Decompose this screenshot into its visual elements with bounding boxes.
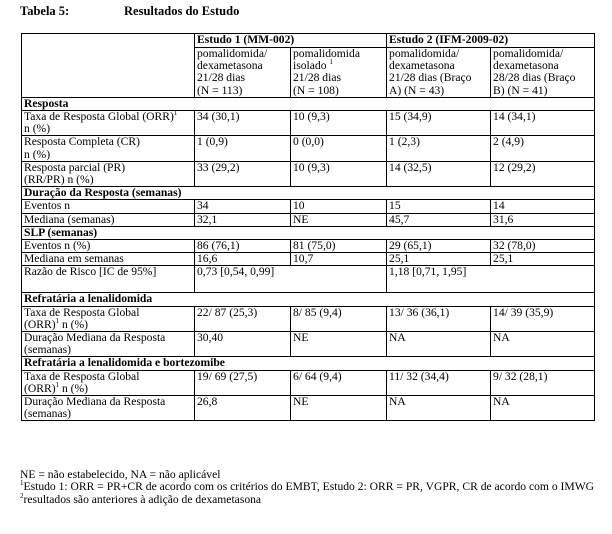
arm-1 xyxy=(195,48,291,98)
results-table xyxy=(21,33,595,421)
table-cell: NA xyxy=(491,396,595,421)
table-cell: 16,6 xyxy=(195,253,291,266)
table-cell: NE xyxy=(291,396,387,421)
table-cell: 1 (0,9) xyxy=(195,136,291,161)
table-cell: 86 (76,1) xyxy=(195,240,291,253)
arm-2-line: isolado $^1$ xyxy=(293,58,333,73)
row-label: Eventos n xyxy=(22,200,195,213)
arm-3-line: pomalidomida/ xyxy=(389,47,460,60)
table-cell: NE xyxy=(291,332,387,357)
arm-3-line: 21/28 dias (Braço xyxy=(389,71,472,85)
table-cell: 1,18 [0,71, 1,95] xyxy=(387,266,595,293)
table-cell: 6/ 64 (9,4) xyxy=(291,370,387,395)
table-cell: NA xyxy=(387,396,491,421)
section-row xyxy=(22,187,595,200)
table-cell: 15 xyxy=(387,200,491,213)
table-row xyxy=(22,200,595,213)
table-cell: 30,40 xyxy=(195,332,291,357)
footnote-2: $^2$resultados são anteriores à adição de dexametasona xyxy=(20,491,262,506)
table-row xyxy=(22,161,595,186)
arm-1-line: 21/28 dias xyxy=(197,71,245,85)
header-study-1: Estudo 1 (MM-002) xyxy=(195,34,387,48)
table-cell: 14/ 39 (35,9) xyxy=(491,306,595,331)
arm-4-line: 28/28 dias (Braço xyxy=(493,71,576,85)
footnote-1: $^1$Estudo 1: ORR = PR+CR de acordo com os critérios do EMBT, Estudo 2: ORR = PR, VGPR, CR de acordo com o IMWG xyxy=(20,479,595,494)
table-cell: 32 (78,0) xyxy=(491,240,595,253)
section-duracao: Duração da Resposta (semanas) xyxy=(22,187,595,200)
table-row xyxy=(22,266,595,293)
table-row xyxy=(22,111,595,136)
header-study-2: Estudo 2 (IFM-2009-02) xyxy=(387,34,595,48)
arm-4-line: B) (N = 41) xyxy=(493,83,548,97)
row-label: Duração Mediana da Resposta (semanas) xyxy=(22,396,195,421)
section-row xyxy=(22,357,595,370)
table-cell: 45,7 xyxy=(387,213,491,226)
arm-1-line: pomalidomida/ xyxy=(197,47,268,60)
table-cell: 34 xyxy=(195,200,291,213)
footnotes xyxy=(20,469,600,506)
row-label: Taxa de Resposta Global (ORR)$^1$ n (%) xyxy=(22,111,195,136)
table-row xyxy=(22,253,595,266)
table-cell: 22/ 87 (25,3) xyxy=(195,306,291,331)
section-row xyxy=(22,97,595,110)
table-cell: 33 (29,2) xyxy=(195,161,291,186)
table-cell: 11/ 32 (34,4) xyxy=(387,370,491,395)
table-cell: 14 xyxy=(491,200,595,213)
arm-3-line: dexametasona xyxy=(389,59,455,73)
arm-3 xyxy=(387,48,491,98)
table-cell: 0 (0,0) xyxy=(291,136,387,161)
table-cell: 10 xyxy=(291,200,387,213)
table-cell: 10,7 xyxy=(291,253,387,266)
arm-2 xyxy=(291,48,387,98)
table-cell: 32,1 xyxy=(195,213,291,226)
table-row xyxy=(22,213,595,226)
row-label: Taxa de Resposta Global (ORR)$^1$ n (%) xyxy=(22,370,195,395)
table-cell: 0,73 [0,54, 0,99] xyxy=(195,266,387,293)
table-cell: 10 (9,3) xyxy=(291,111,387,136)
header-blank xyxy=(22,34,195,98)
section-row xyxy=(22,226,595,239)
table-cell: 2 (4,9) xyxy=(491,136,595,161)
table-cell: 14 (32,5) xyxy=(387,161,491,186)
table-row xyxy=(22,370,595,395)
arm-4-line: pomalidomida/ xyxy=(493,47,564,60)
table-number: Tabela 5: xyxy=(20,4,70,18)
arm-4 xyxy=(491,48,595,98)
table-title: Resultados do Estudo xyxy=(124,4,240,18)
table-cell: NA xyxy=(491,332,595,357)
row-label: Taxa de Resposta Global (ORR)$^1$ n (%) xyxy=(22,306,195,331)
table-cell: 31,6 xyxy=(491,213,595,226)
table-cell: 26,8 xyxy=(195,396,291,421)
table-cell: 13/ 36 (36,1) xyxy=(387,306,491,331)
table-cell: 14 (34,1) xyxy=(491,111,595,136)
table-cell: 10 (9,3) xyxy=(291,161,387,186)
row-label: Razão de Risco [IC de 95%] xyxy=(22,266,195,293)
arm-2-line: (N = 108) xyxy=(293,83,339,97)
arm-1-line: dexametasona xyxy=(197,59,263,73)
arm-4-line: dexametasona xyxy=(493,59,559,73)
table-cell: 15 (34,9) xyxy=(387,111,491,136)
table-cell: 29 (65,1) xyxy=(387,240,491,253)
table-cell: 19/ 69 (27,5) xyxy=(195,370,291,395)
table-row xyxy=(22,396,595,421)
row-label: Mediana (semanas) xyxy=(22,213,195,226)
table-row xyxy=(22,306,595,331)
header-row-studies xyxy=(22,34,595,48)
table-cell: 8/ 85 (9,4) xyxy=(291,306,387,331)
section-slp: SLP (semanas) xyxy=(22,226,595,239)
footnote-ref: 1 xyxy=(329,58,333,67)
table-row xyxy=(22,332,595,357)
section-row xyxy=(22,293,595,306)
footnote-abbrev: NE = não estabelecido, NA = não aplicável xyxy=(20,468,221,481)
row-label: Resposta Completa (CR) n (%) xyxy=(22,136,195,161)
table-cell: 34 (30,1) xyxy=(195,111,291,136)
row-label: Mediana em semanas xyxy=(22,253,195,266)
table-cell: 9/ 32 (28,1) xyxy=(491,370,595,395)
section-refr-len-bort: Refratária a lenalidomida e bortezomibe xyxy=(22,357,595,370)
arm-2-line: pomalidomida xyxy=(293,47,360,60)
section-refr-len: Refratária a lenalidomida xyxy=(22,293,595,306)
table-cell: NE xyxy=(291,213,387,226)
table-row xyxy=(22,136,595,161)
table-cell: 25,1 xyxy=(491,253,595,266)
section-resposta: Resposta xyxy=(22,97,595,110)
table-cell: 81 (75,0) xyxy=(291,240,387,253)
row-label: Resposta parcial (PR) (RR/PR) n (%) xyxy=(22,161,195,186)
row-label: Eventos n (%) xyxy=(22,240,195,253)
table-cell: 1 (2,3) xyxy=(387,136,491,161)
table-caption xyxy=(20,4,239,19)
table-cell: 12 (29,2) xyxy=(491,161,595,186)
arm-3-line: A) (N = 43) xyxy=(389,83,445,97)
arm-2-line: 21/28 dias xyxy=(293,71,341,85)
table-row xyxy=(22,240,595,253)
table-cell: NA xyxy=(387,332,491,357)
row-label: Duração Mediana da Resposta (semanas) xyxy=(22,332,195,357)
table-cell: 25,1 xyxy=(387,253,491,266)
arm-1-line: (N = 113) xyxy=(197,83,243,97)
